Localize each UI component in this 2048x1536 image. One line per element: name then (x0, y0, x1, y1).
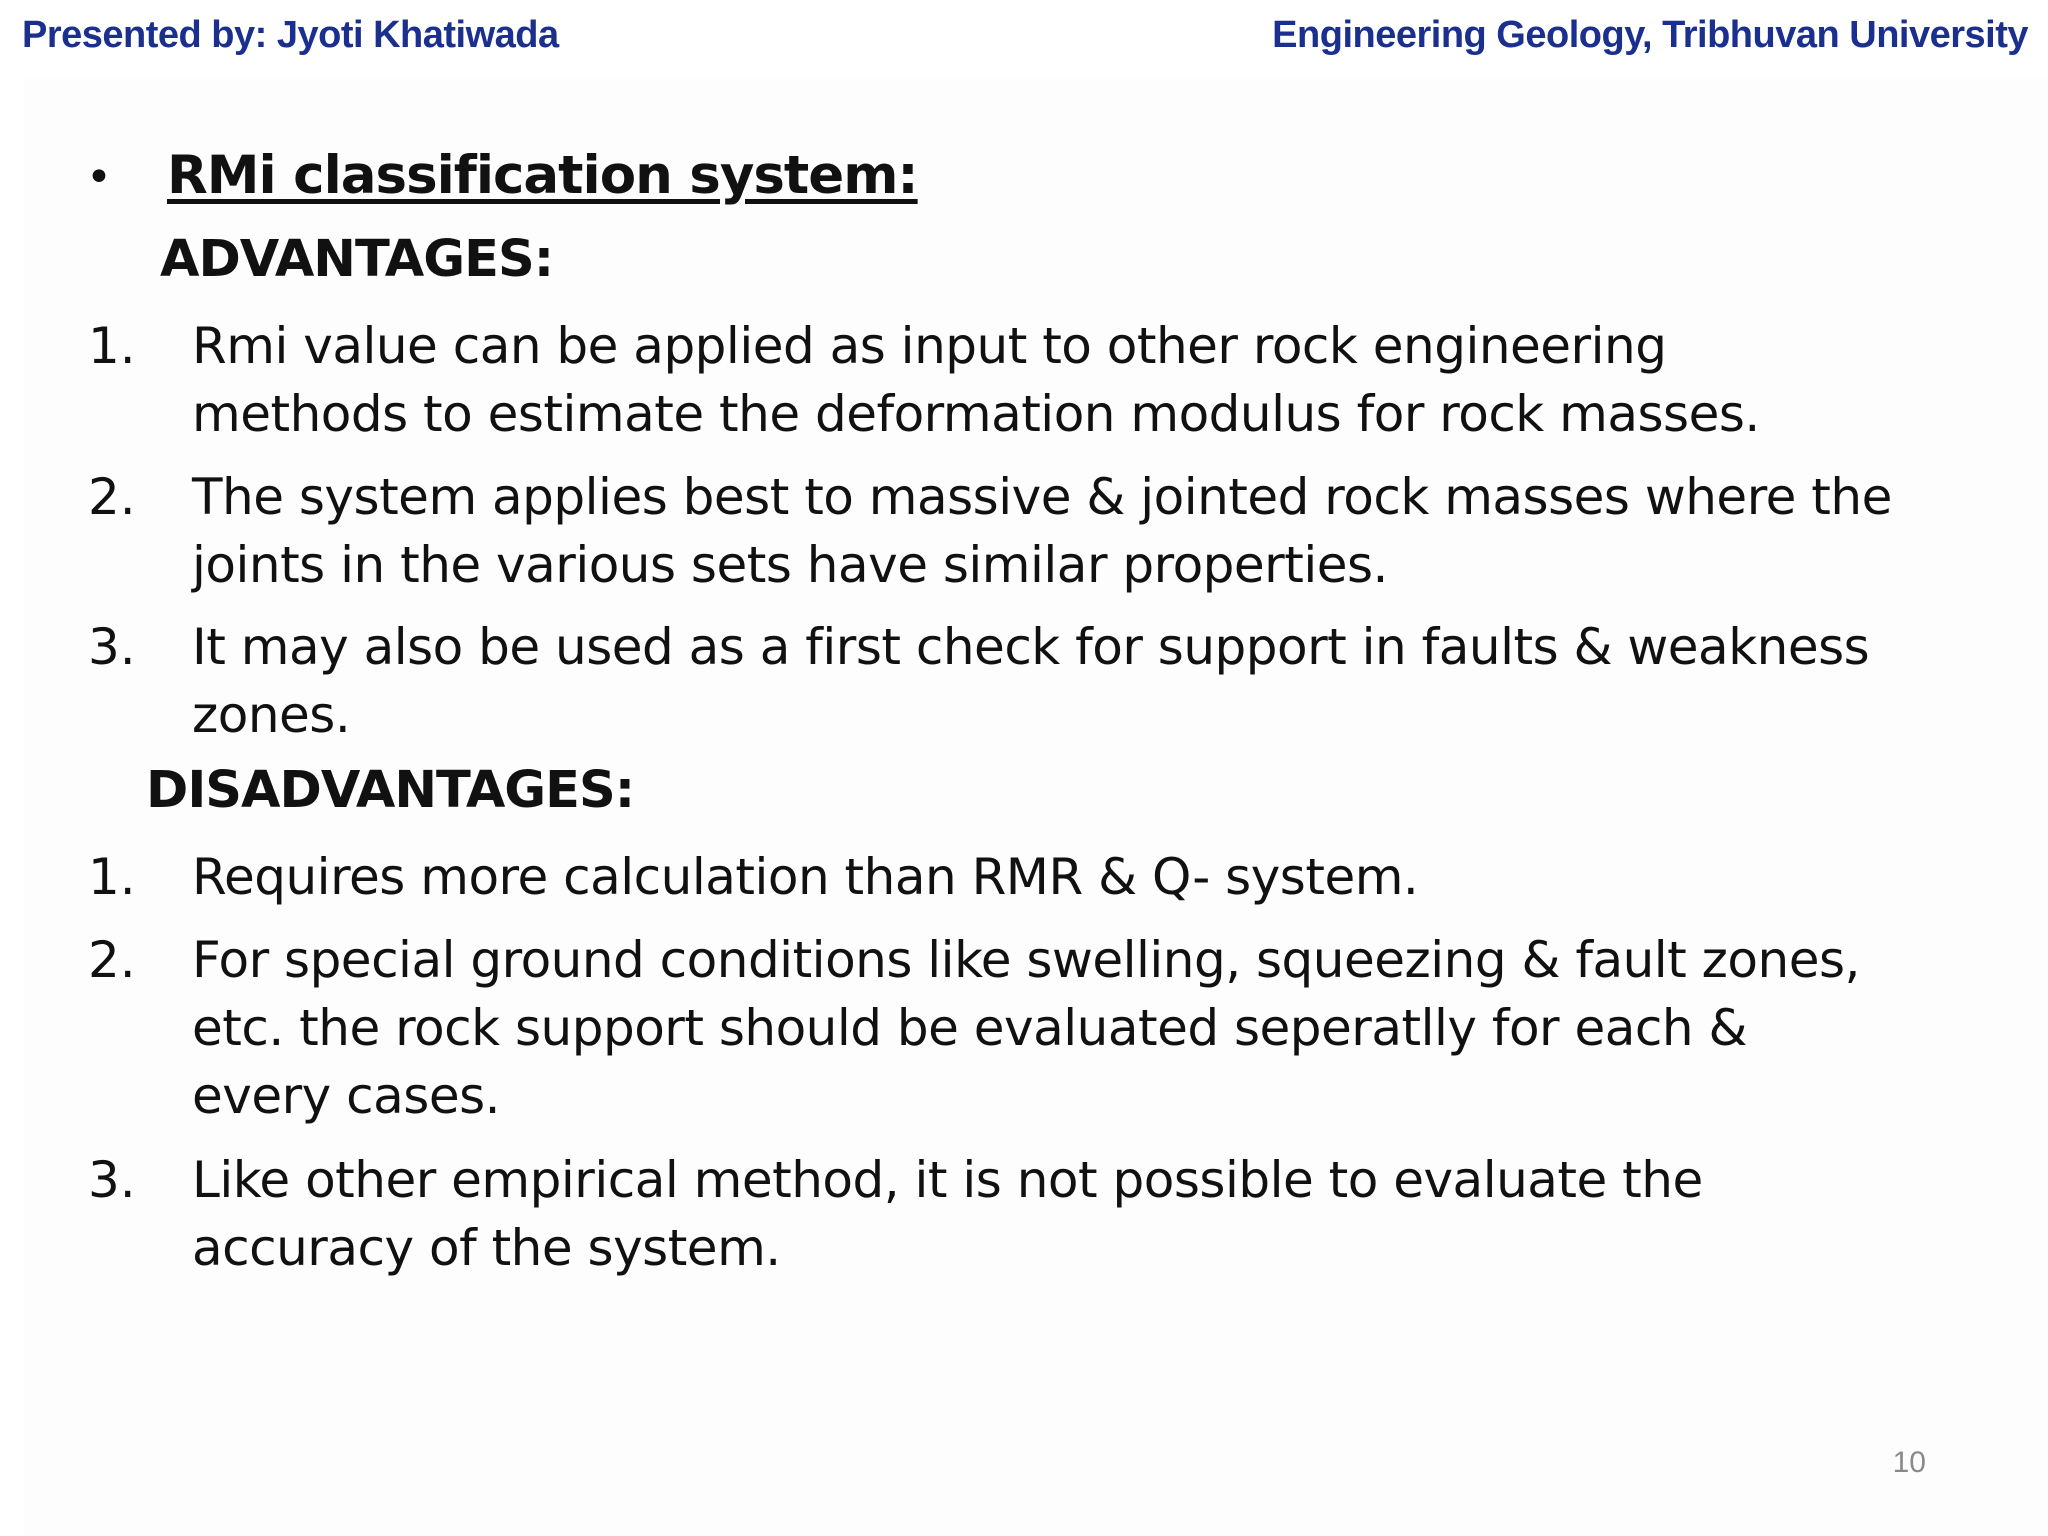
disadvantages-heading: DISADVANTAGES: (146, 761, 635, 820)
item-number: 3. (88, 618, 136, 676)
item-text: Like other empirical method, it is not possible to evaluate the accuracy of the system. (192, 1151, 1703, 1277)
item-number: 2. (88, 931, 136, 989)
item-text: Rmi value can be applied as input to other rock engineering methods to estimate the deformation modulus for rock masses. (192, 317, 1760, 443)
slide-title: RMi classification system: (167, 145, 918, 206)
presenter-header: Presented by: Jyoti Khatiwada (22, 14, 559, 56)
page-number: 10 (1892, 1446, 1926, 1479)
item-number: 1. (88, 317, 136, 375)
title-bullet: • (86, 152, 112, 203)
item-text: For special ground conditions like swelling, squeezing & fault zones, etc. the rock support should be evaluated seperatlly for each & every cases. (192, 931, 1860, 1125)
advantages-heading: ADVANTAGES: (160, 230, 554, 289)
item-number: 3. (88, 1151, 136, 1209)
item-text: It may also be used as a first check for support in faults & weakness zones. (192, 618, 1870, 744)
item-number: 2. (88, 468, 136, 526)
item-text: The system applies best to massive & jointed rock masses where the joints in the various sets have similar properties. (192, 468, 1892, 594)
item-text: Requires more calculation than RMR & Q- system. (192, 848, 1419, 906)
item-number: 1. (88, 848, 136, 906)
course-header: Engineering Geology, Tribhuvan University (1272, 14, 2028, 56)
